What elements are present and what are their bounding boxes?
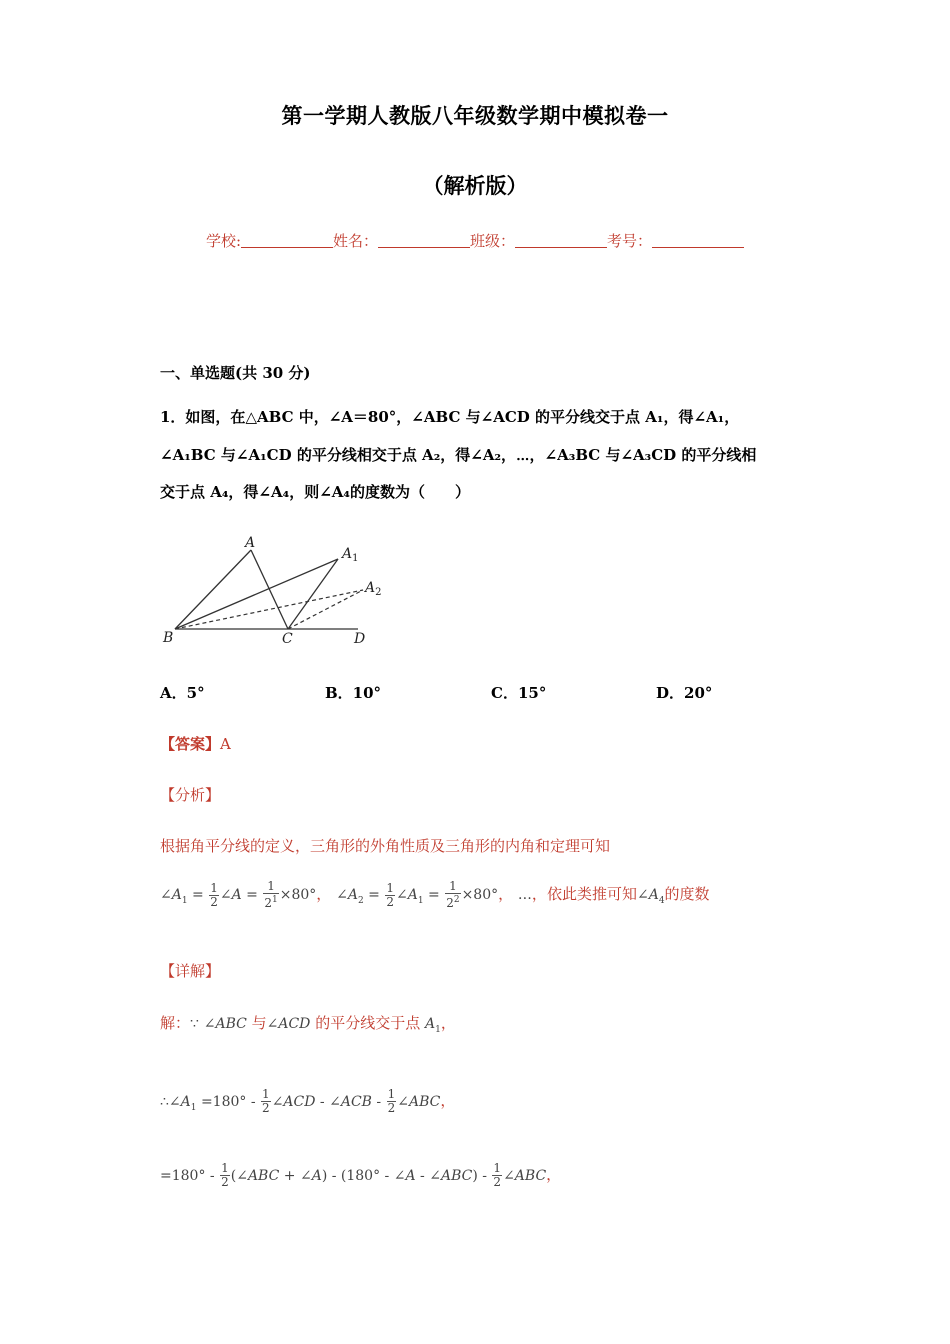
student-info-line — [0, 230, 950, 251]
detail-step-2: =180° - $\frac{1}{2}$ (∠ABC + ∠A) - (180° - ∠A - ∠ABC) - $\frac{1}{2}$ ∠ABC， — [160, 1161, 562, 1189]
class-label: 班级： — [470, 232, 516, 250]
name-blank[interactable] — [378, 233, 470, 248]
figure-label-a1: $A_1$ — [342, 546, 359, 564]
exam-no-blank[interactable] — [652, 233, 744, 248]
answer-tag: 【答案】 — [160, 735, 221, 753]
figure-label-a2: $A_2$ — [365, 580, 382, 598]
section-heading: 一、单选题(共 30 分) — [160, 364, 311, 382]
school-label: 学校: — [205, 232, 241, 250]
figure-label-b: B — [163, 630, 174, 646]
analysis-tag: 【分析】 — [160, 786, 221, 804]
formula-angle-a4: $\angle A_4$ — [636, 887, 665, 906]
angle-acd: ∠ACD — [266, 1016, 311, 1032]
detail-solve-line: 解：∵ ∠ABC 与∠ACD 的平分线交于点 $A_1$， — [160, 1014, 456, 1035]
line-ca2-dashed — [288, 590, 363, 629]
figure-label-a: A — [245, 535, 256, 551]
analysis-tail2: 的度数 — [664, 885, 710, 903]
formula-angle-a1: $\angle A_1$ = $\frac{1}{2}$ ∠A = $\frac{1}{2^1}$ ×80° — [160, 879, 317, 910]
detail-bisect: 的平分线交于点 — [315, 1014, 421, 1032]
name-label: 姓名： — [333, 232, 379, 250]
line-ba2-dashed — [175, 590, 363, 629]
point-a1: $A_1$ — [424, 1016, 441, 1035]
figure-label-d: D — [354, 631, 366, 647]
triangle-figure — [155, 530, 395, 650]
analysis-tail: 依此类推可知 — [546, 885, 637, 903]
page-title: 第一学期人教版八年级数学期中模拟卷一 — [281, 104, 669, 128]
formula-angle-a2: $\angle A_2$ = $\frac{1}{2}$ $\angle A_1$ = $\frac{1}{2^2}$ ×80° — [336, 879, 499, 910]
detail-solve-label: 解： — [160, 1014, 191, 1032]
analysis-formula-line: $\angle A_1$ = $\frac{1}{2}$ ∠A = $\frac{1}{2^1}$ ×80°， $\angle A_2$ = $\frac{1}{2}$ $\angle A_1$ = $\frac{1}{2^2}$ ×80°， …，依此类推可知$\angle A_4$的度数 — [160, 879, 710, 910]
option-c[interactable]: C．15° — [491, 684, 547, 702]
detail-tag: 【详解】 — [160, 962, 221, 980]
detail-with: 与 — [251, 1014, 267, 1032]
question-line-3: 交于点 A₄，得∠A₄，则∠A₄的度数为（ ） — [160, 483, 470, 501]
option-d[interactable]: D．20° — [656, 684, 713, 702]
question-line-2: ∠A₁BC 与∠A₁CD 的平分线相交于点 A₂，得∠A₂，⋯，∠A₃BC 与∠A₃CD 的平分线相 — [160, 446, 757, 464]
answer-value: A — [220, 735, 231, 753]
line-ba — [175, 550, 251, 629]
step1-formula: $\therefore\angle A_1 =180^\circ$ - $\frac{1}{2}$ ∠ACD - ∠ACB - $\frac{1}{2}$ ∠ABC — [160, 1087, 441, 1115]
class-blank[interactable] — [515, 233, 607, 248]
angle-abc: ∠ABC — [203, 1016, 247, 1032]
step2-formula: =180° - $\frac{1}{2}$ (∠ABC + ∠A) - (180° - ∠A - ∠ABC) - $\frac{1}{2}$ ∠ABC — [160, 1161, 547, 1189]
exam-no-label: 考号： — [607, 232, 653, 250]
option-a[interactable]: A．5° — [160, 684, 205, 702]
because-symbol: ∵ — [190, 1016, 199, 1032]
answer-line — [160, 733, 231, 754]
question-line-1: 1．如图，在△ABC 中，∠A＝80°，∠ABC 与∠ACD 的平分线交于点 A₁，得∠A₁， — [160, 408, 740, 426]
analysis-text: 根据角平分线的定义，三角形的外角性质及三角形的内角和定理可知 — [160, 837, 611, 855]
option-b[interactable]: B．10° — [325, 684, 382, 702]
line-ac — [251, 550, 288, 629]
detail-step-1: $\therefore\angle A_1 =180^\circ$ - $\frac{1}{2}$ ∠ACD - ∠ACB - $\frac{1}{2}$ ∠ABC， — [160, 1087, 456, 1115]
page-subtitle: （解析版） — [422, 174, 528, 198]
school-blank[interactable] — [241, 233, 333, 248]
formula-ellipsis: … — [517, 887, 532, 903]
figure-label-c: C — [282, 631, 293, 647]
